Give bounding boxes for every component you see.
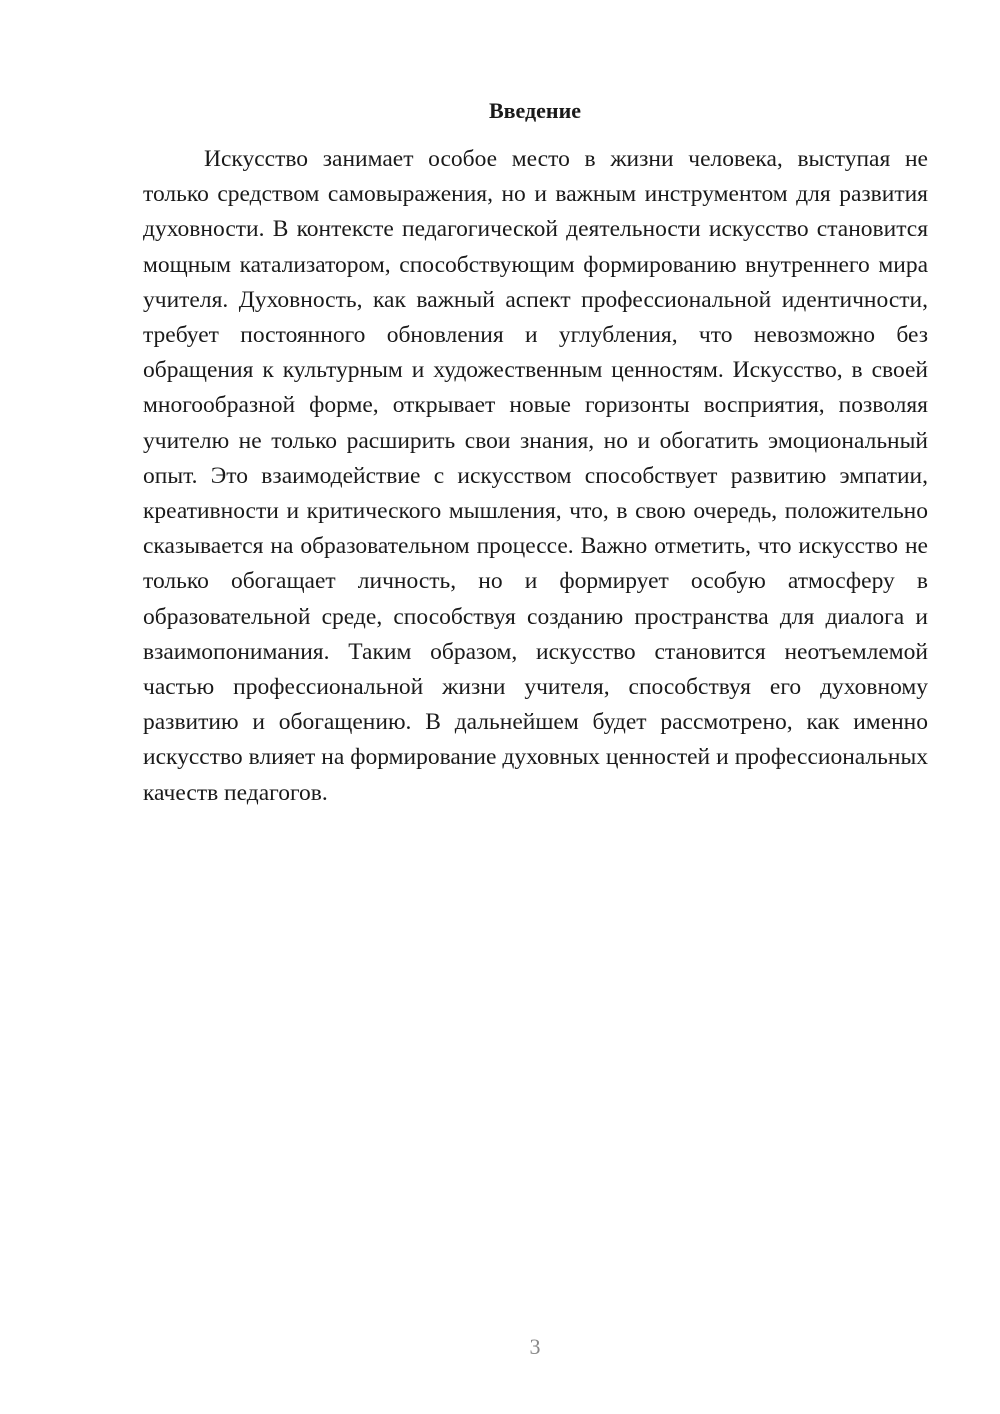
body-paragraph: Искусство занимает особое место в жизни человека, выступая не только средством самовыражения, но и важным инструментом для развития духовности. В контексте педагогической деятельности искусство становится мощным катализатором, способствующим формированию внутреннего мира учителя. Духовность, как важный аспект профессиональной идентичности, требует постоянного обновления и углубления, что невозможно без обращения к культурным и художественным ценностям. Искусство, в своей многообразной форме, открывает новые горизонты восприятия, позволяя учителю не только расширить свои знания, но и обогатить эмоциональный опыт. Это взаимодействие с искусством способствует развитию эмпатии, креативности и критического мышления, что, в свою очередь, положительно сказывается на образовательном процессе. Важно отметить, что искусство не только обогащает личность, но и формирует особую атмосферу в образовательной среде, способствуя созданию пространства для диалога и взаимопонимания. Таким образом, искусство становится неотъемлемой частью профессиональной жизни учителя, способствуя его духовному развитию и обогащению. В дальнейшем будет рассмотрено, как именно искусство влияет на формирование духовных ценностей и профессиональных качеств педагогов. [143, 146, 928, 806]
section-heading: Введение [488, 98, 582, 123]
page-number: 3 [529, 1334, 541, 1359]
